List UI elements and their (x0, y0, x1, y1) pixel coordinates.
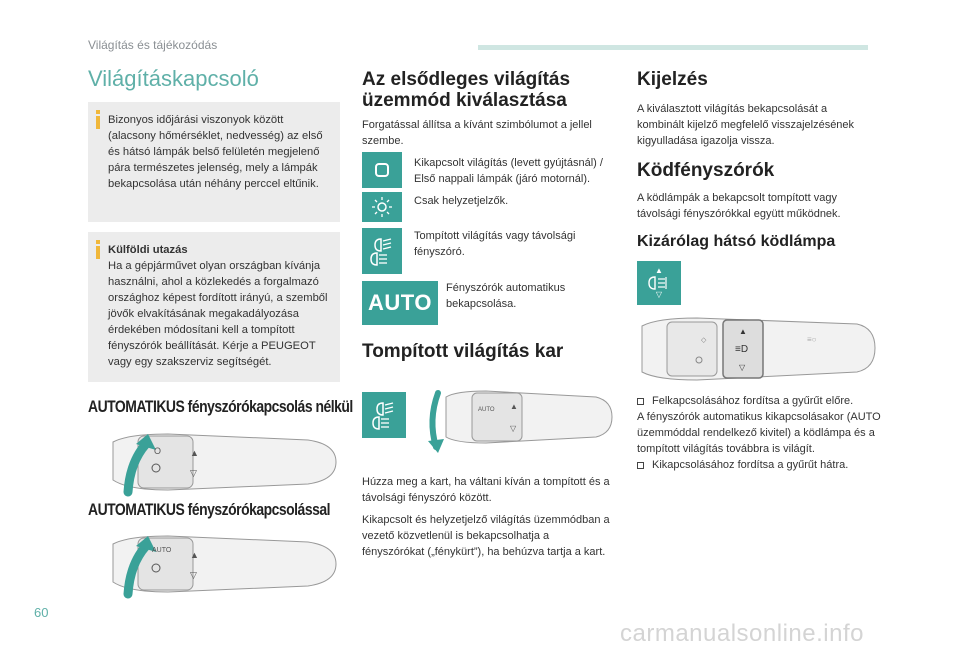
svg-text:▲: ▲ (190, 448, 199, 458)
section-title-rear-fog: Kizárólag hátsó ködlámpa (637, 233, 836, 250)
section-title-mode: Az elsődleges világítás üzemmód kiválasztása (362, 69, 571, 111)
info-icon (96, 116, 100, 129)
rear-fog-instructions (637, 393, 882, 473)
off-icon (375, 163, 389, 177)
display-para: A kiválasztott világítás bekapcsolását a kombinált kijelző megfelelő visszajelzésének kigyulladása igazolja vissza. (637, 103, 855, 147)
stalk-auto-illustration (108, 524, 340, 602)
auto-off-note: A fényszórók automatikus kikapcsolásakor (AUTO üzemmóddal rendelkező kivitel) a ködlámpa és a tompított világítás továbbra is világít. (637, 411, 881, 455)
svg-text:≡○: ≡○ (807, 335, 817, 344)
section-title-stalk: Tompított világítás kar (362, 341, 564, 362)
auto-icon: AUTO (368, 290, 432, 315)
section-title-display: Kijelzés (637, 69, 708, 90)
section-header: Világítás és tájékozódás (88, 38, 218, 52)
bullet-icon (637, 398, 644, 405)
travel-note (88, 232, 340, 382)
sidelights-icon (371, 196, 393, 218)
rear-fog-stalk-drawing (637, 312, 877, 388)
headlights-icon (367, 236, 397, 266)
rear-fog-icon (647, 275, 671, 291)
bullet-on (637, 393, 882, 409)
info-note (88, 102, 340, 222)
mode-sidelights-text: Csak helyzetjelzők. (414, 195, 509, 207)
mode-off-tile (362, 152, 402, 188)
svg-text:▲: ▲ (739, 327, 747, 336)
section-title-fog: Ködfényszórók (637, 160, 775, 181)
header-divider (478, 45, 868, 50)
info-note-text: Bizonyos időjárási viszonyok között (alacsony hőmérséklet, nedvesség) az első és hátsó lámpák belső felületén megjelenő pára természetes jelenség, mely a lámpák bekapcsolása után néhány perccel eltűnik. (108, 114, 323, 190)
headlights-icon (369, 400, 399, 430)
stalk-para-1: Húzza meg a kart, ha váltani kíván a tompított és a távolsági fényszóró között. (362, 476, 610, 504)
stalk-manual-drawing (108, 422, 340, 500)
info-icon (96, 246, 100, 259)
svg-text:◇: ◇ (701, 337, 707, 344)
stalk-pull-illustration (416, 385, 614, 455)
stalk-headlights-tile (362, 392, 406, 438)
stalk-pull-drawing (416, 385, 614, 455)
svg-text:O: O (154, 446, 162, 456)
svg-text:▲: ▲ (190, 550, 199, 560)
page-title: Világításkapcsoló (88, 66, 259, 91)
svg-text:≡D: ≡D (735, 344, 749, 355)
mode-sidelights-tile (362, 192, 402, 222)
bullet-icon (637, 462, 644, 469)
arrow-down-icon: ▽ (655, 290, 663, 299)
rear-fog-stalk-illustration (637, 312, 877, 388)
svg-text:AUTO: AUTO (152, 547, 172, 554)
heading-auto: AUTOMATIKUS fényszórókapcsolással (88, 500, 330, 519)
svg-text:▲: ▲ (510, 402, 518, 411)
svg-text:▽: ▽ (739, 363, 746, 372)
bullet-off-text: Kikapcsolásához fordítsa a gyűrűt hátra. (652, 459, 849, 471)
travel-note-text: Ha a gépjárművet olyan országban kívánja használni, ahol a közlekedés a forgalmazó országhoz képest fordított irányú, a szemből jövők elvakításának megakadályozása érdekében módosítani kell a tompított fényszórók beállítását. Kérje a PEUGEOT vagy egy szakszerviz segítségét. (108, 260, 328, 368)
mode-intro: Forgatással állítsa a kívánt szimbólumot a jellel szembe. (362, 119, 592, 147)
svg-text:AUTO: AUTO (478, 407, 495, 413)
svg-text:▽: ▽ (190, 570, 197, 580)
bullet-off (637, 457, 882, 473)
stalk-para-2: Kikapcsolt és helyzetjelző világítás üzemmódban a vezető közvetlenül is bekapcsolhatja a fényszórókat („fénykürt”), ha behúzva tartja a kart. (362, 514, 610, 558)
fog-para: A ködlámpák a bekapcsolt tompított vagy távolsági fényszórókkal együtt működnek. (637, 192, 841, 220)
mode-headlights-tile (362, 228, 402, 274)
mode-auto-text: Fényszórók automatikus bekapcsolása. (446, 282, 566, 310)
travel-note-title: Külföldi utazás (108, 244, 188, 256)
mode-headlights-text: Tompított világítás vagy távolsági fényszóró. (414, 230, 576, 258)
svg-text:▽: ▽ (190, 468, 197, 478)
svg-text:▽: ▽ (510, 424, 517, 433)
stalk-auto-drawing (108, 524, 340, 602)
stalk-manual-illustration (108, 422, 340, 500)
arrow-up-icon: ▲ (655, 266, 663, 275)
rear-fog-tile (637, 261, 681, 305)
mode-off-text: Kikapcsolt világítás (levett gyújtásnál) / Első nappali lámpák (járó motornál). (414, 157, 603, 185)
watermark: carmanualsonline.info (620, 620, 864, 647)
mode-auto-tile (362, 281, 438, 325)
bullet-on-text: Felkapcsolásához fordítsa a gyűrűt előre. (652, 395, 854, 407)
heading-manual: AUTOMATIKUS fényszórókapcsolás nélkül (88, 397, 353, 416)
page-number: 60 (34, 605, 49, 620)
